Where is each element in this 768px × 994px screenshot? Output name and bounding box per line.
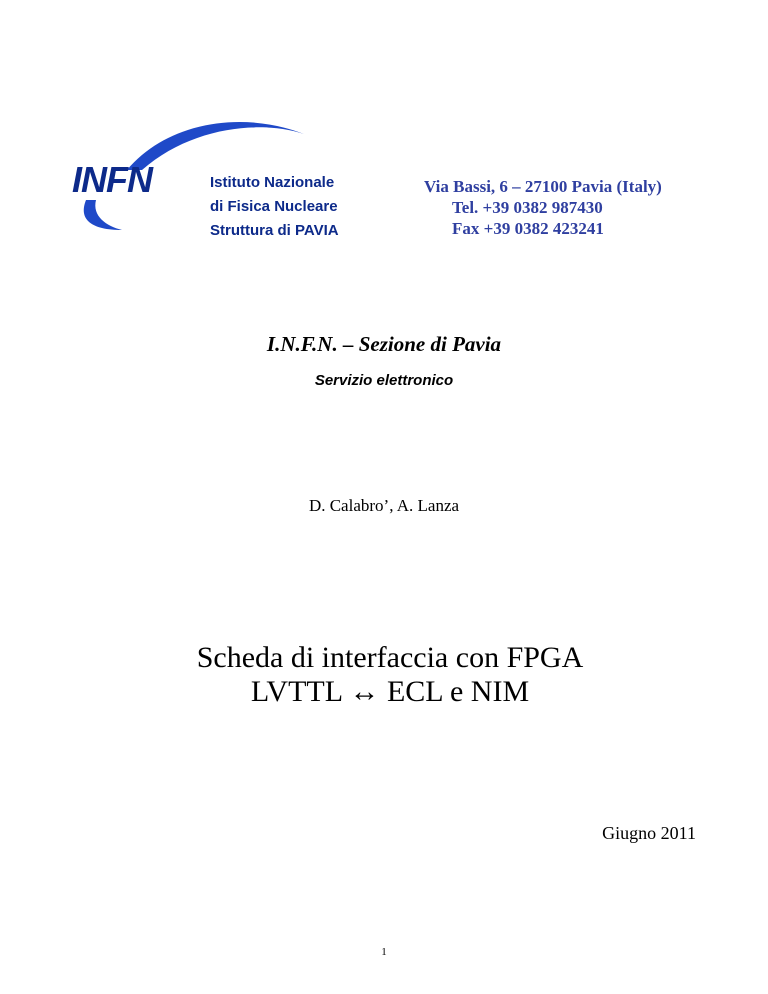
infn-logo — [72, 112, 382, 252]
document-title-line-2: LVTTL ↔ ECL e NIM — [250, 675, 530, 708]
authors: D. Calabro’, A. Lanza — [308, 496, 460, 515]
address-block — [424, 176, 724, 239]
logo-swoosh-bottom — [84, 200, 122, 230]
infn-logo-graphic — [72, 112, 382, 252]
service-name: Servizio elettronico — [314, 372, 454, 389]
address-tel: Tel. +39 0382 987430 — [452, 198, 603, 217]
page-number: 1 — [381, 946, 387, 958]
section-title: I.N.F.N. – Sezione di Pavia — [266, 332, 502, 356]
logo-swoosh-top — [127, 122, 304, 170]
logo-mark: INFN — [72, 159, 152, 200]
logo-line-1: Istituto Nazionale — [210, 174, 335, 191]
address-street: Via Bassi, 6 – 27100 Pavia (Italy) — [424, 177, 662, 196]
document-date: Giugno 2011 — [602, 823, 696, 843]
logo-line-3: Struttura di PAVIA — [210, 222, 339, 239]
logo-line-2: di Fisica Nucleare — [210, 198, 338, 215]
address-fax: Fax +39 0382 423241 — [452, 219, 604, 238]
document-title-line-1: Scheda di interfaccia con FPGA — [196, 641, 584, 674]
document-title — [0, 641, 768, 709]
